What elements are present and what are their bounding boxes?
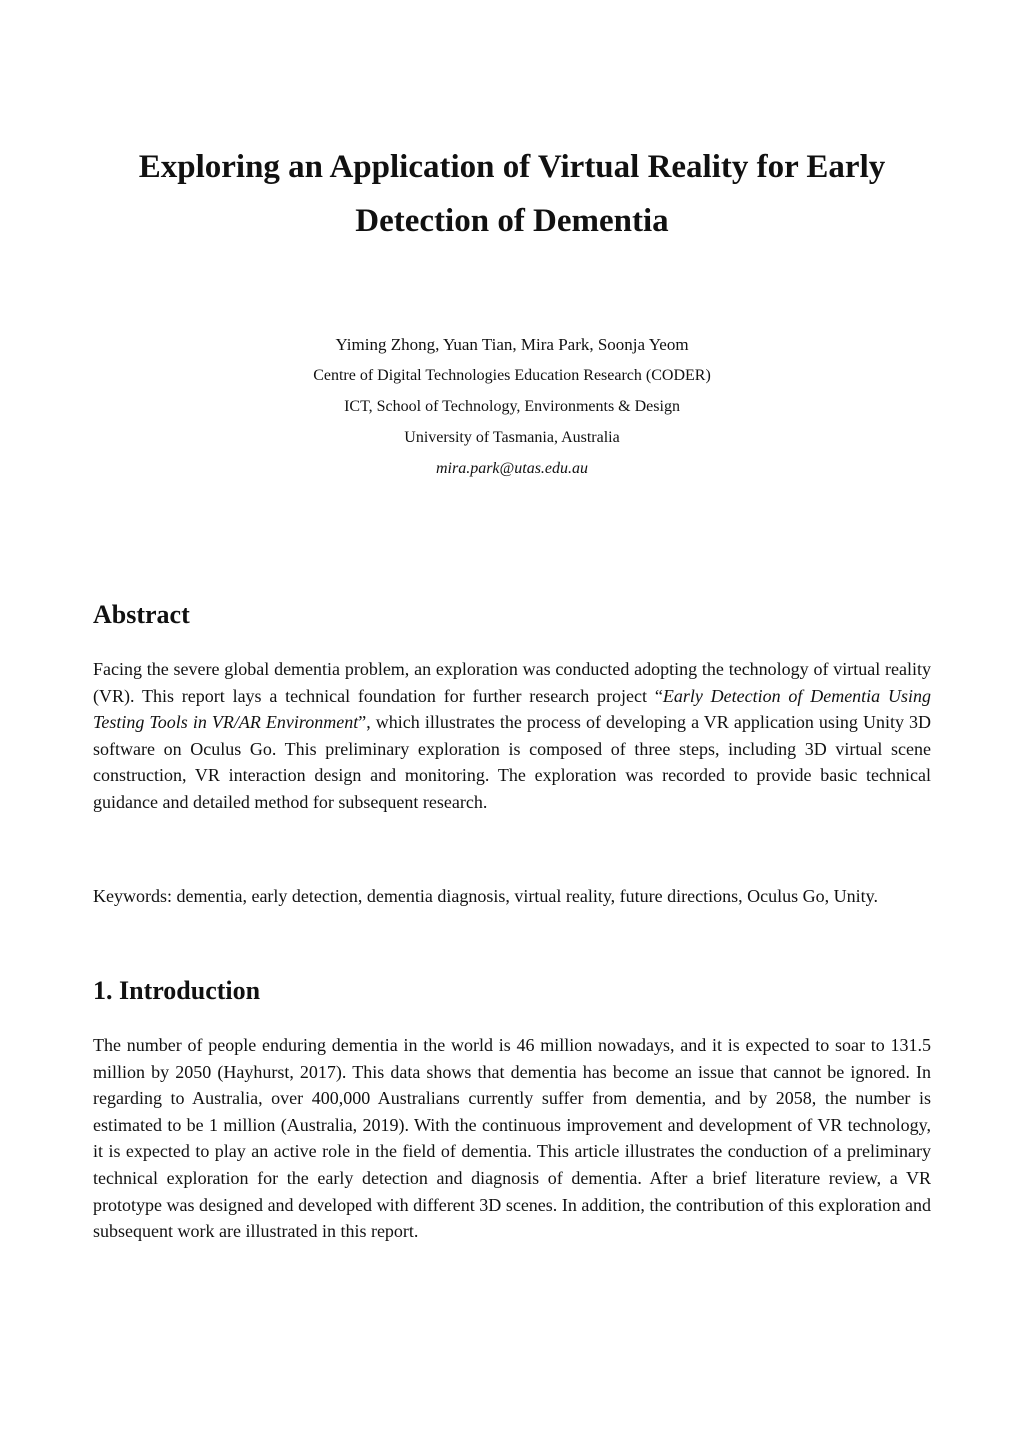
abstract-text-part-2: ”, which illustrates the process of developing a VR application using Unity 3D software on Oculus Go. This preliminary exploration is composed of three steps, including 3D virtual scene construction, VR interaction design and monitoring. The exploration was recorded to provide basic technical guidance and detailed method for subsequent research. xyxy=(93,712,932,812)
abstract-paragraph xyxy=(93,656,931,816)
abstract-heading: Abstract xyxy=(93,600,190,629)
affiliation-school: ICT, School of Technology, Environments & Design xyxy=(344,398,680,415)
author-names: Yiming Zhong, Yuan Tian, Mira Park, Soonja Yeom xyxy=(335,335,689,354)
keywords-paragraph: Keywords: dementia, early detection, dementia diagnosis, virtual reality, future directions, Oculus Go, Unity. xyxy=(93,886,878,906)
introduction-heading: 1. Introduction xyxy=(93,976,261,1005)
paper-title xyxy=(93,140,931,248)
title-line-1: Exploring an Application of Virtual Reality for Early xyxy=(138,149,886,185)
introduction-paragraph: The number of people enduring dementia in the world is 46 million nowadays, and it is expected to soar to 131.5 million by 2050 (Hayhurst, 2017). This data shows that dementia has become an issue that cannot be ignored. In regarding to Australia, over 400,000 Australians currently suffer from dementia, and by 2058, the number is estimated to be 1 million (Australia, 2019). With the continuous improvement and development of VR technology, it is expected to play an active role in the field of dementia. This article illustrates the conduction of a preliminary technical exploration for the early detection and diagnosis of dementia. After a brief literature review, a VR prototype was designed and developed with different 3D scenes. In addition, the contribution of this exploration and subsequent work are illustrated in this report. xyxy=(93,1035,931,1242)
affiliation-university: University of Tasmania, Australia xyxy=(404,429,620,446)
author-block xyxy=(93,329,931,484)
title-line-2: Detection of Dementia xyxy=(355,203,669,239)
abstract-text-part-1: Facing the severe global dementia problem, an exploration was conducted adopting the technology of virtual reality (VR). This report lays a technical foundation for further research project “ xyxy=(93,659,931,706)
abstract-project-title: Early Detection of Dementia Using Testing Tools in VR/AR Environment xyxy=(93,685,931,733)
affiliation-centre: Centre of Digital Technologies Education Research (CODER) xyxy=(313,367,711,384)
author-email: mira.park@utas.edu.au xyxy=(435,460,589,477)
